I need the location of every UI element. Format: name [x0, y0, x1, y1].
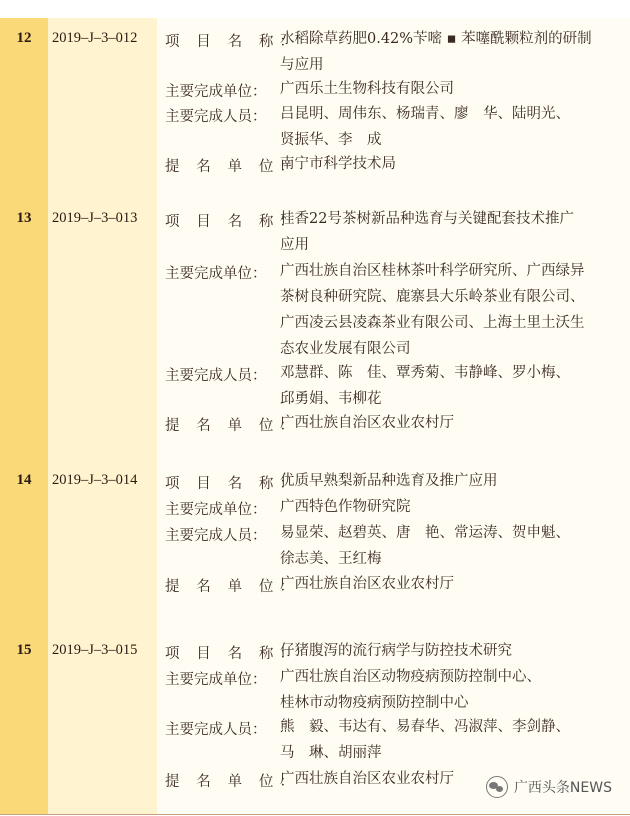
watermark [486, 776, 612, 798]
nominating-unit-label: 提 名 单 位： [165, 159, 301, 175]
completing-units-line: 广西乐土生物科技有限公司 [280, 81, 454, 97]
project-name-line: 仔猪腹泻的流行病学与防控技术研究 [280, 643, 512, 659]
completing-units-line: 广西凌云县凌森茶业有限公司、上海土里土沃生 [280, 315, 585, 331]
record-code: 2019–J–3–014 [52, 472, 138, 488]
completing-units-line: 广西壮族自治区动物疫病预防控制中心、 [280, 669, 541, 685]
completing-people-label: 主要完成人员： [165, 368, 267, 384]
completing-people-value [280, 714, 615, 766]
nominating-unit-value [280, 571, 615, 597]
completing-people-value [280, 520, 615, 572]
completing-units-label: 主要完成单位： [165, 502, 267, 518]
nominating-unit-label: 提 名 单 位： [165, 774, 301, 790]
project-name-line: 水稻除草药肥0.42%苄嘧 ▪ 苯噻酰颗粒剂的研制 [280, 31, 592, 47]
completing-units-value [280, 76, 615, 102]
completing-people-line: 贤振华、李 成 [280, 132, 382, 148]
completing-people-line: 吕昆明、周伟东、杨瑞青、廖 华、陆明光、 [280, 106, 570, 122]
project-name-line: 优质早熟梨新品种选育及推广应用 [280, 473, 498, 489]
project-name-label: 项 目 名 称： [165, 646, 301, 662]
completing-people-label: 主要完成人员： [165, 528, 267, 544]
project-name-value [280, 26, 615, 78]
record-number: 13 [16, 210, 32, 226]
nominating-unit-label: 提 名 单 位： [165, 579, 301, 595]
nominating-unit-value [280, 151, 615, 177]
completing-units-line: 桂林市动物疫病预防控制中心 [280, 695, 469, 711]
record-number: 15 [16, 642, 32, 658]
nominating-unit-line: 广西壮族自治区农业农村厅 [280, 771, 454, 787]
record-number: 14 [16, 472, 32, 488]
number-column [0, 194, 48, 450]
project-name-value [280, 468, 615, 494]
completing-people-line: 易显荣、赵碧英、唐 艳、常运涛、贺申魁、 [280, 525, 570, 541]
project-name-line: 桂香22号茶树新品种选育与关键配套技术推广 [280, 211, 574, 227]
wechat-icon [486, 776, 508, 798]
nominating-unit-label: 提 名 单 位： [165, 418, 301, 434]
nominating-unit-line: 南宁市科学技术局 [280, 156, 396, 172]
record-code: 2019–J–3–012 [52, 30, 138, 46]
completing-units-value [280, 258, 615, 362]
record-code: 2019–J–3–013 [52, 210, 138, 226]
completing-people-label: 主要完成人员： [165, 109, 267, 125]
record-row [0, 18, 630, 195]
completing-units-label: 主要完成单位： [165, 672, 267, 688]
record-row [0, 194, 630, 451]
completing-units-value [280, 494, 615, 520]
record-code: 2019–J–3–015 [52, 642, 138, 658]
record-number: 12 [16, 30, 32, 46]
completing-people-value [280, 101, 615, 153]
completing-units-line: 广西壮族自治区桂林茶叶科学研究所、广西绿异 [280, 263, 585, 279]
project-name-label: 项 目 名 称： [165, 476, 301, 492]
completing-units-label: 主要完成单位： [165, 84, 267, 100]
project-name-label: 项 目 名 称： [165, 214, 301, 230]
completing-people-value [280, 360, 615, 412]
code-column [48, 194, 157, 450]
nominating-unit-value [280, 410, 615, 436]
project-name-line: 与应用 [280, 57, 324, 73]
completing-people-line: 邱勇娟、韦柳花 [280, 391, 382, 407]
watermark-text: 广西头条NEWS [513, 780, 612, 796]
completing-people-line: 马 琳、胡丽萍 [280, 745, 382, 761]
completing-units-value [280, 664, 615, 716]
project-name-value [280, 638, 615, 664]
completing-units-line: 茶树良种研究院、鹿寨县大乐岭茶业有限公司、 [280, 289, 585, 305]
nominating-unit-line: 广西壮族自治区农业农村厅 [280, 576, 454, 592]
completing-units-line: 态农业发展有限公司 [280, 341, 411, 357]
completing-people-line: 熊 毅、韦达有、易春华、冯淑萍、李剑静、 [280, 719, 570, 735]
completing-units-line: 广西特色作物研究院 [280, 499, 411, 515]
completing-people-line: 邓慧群、陈 佳、覃秀菊、韦静峰、罗小梅、 [280, 365, 570, 381]
completing-people-line: 徐志美、王红梅 [280, 551, 382, 567]
project-name-line: 应用 [280, 237, 309, 253]
completing-units-label: 主要完成单位： [165, 266, 267, 282]
nominating-unit-line: 广西壮族自治区农业农村厅 [280, 415, 454, 431]
record-row [0, 450, 630, 619]
project-name-value [280, 206, 615, 258]
completing-people-label: 主要完成人员： [165, 722, 267, 738]
project-name-label: 项 目 名 称： [165, 34, 301, 50]
